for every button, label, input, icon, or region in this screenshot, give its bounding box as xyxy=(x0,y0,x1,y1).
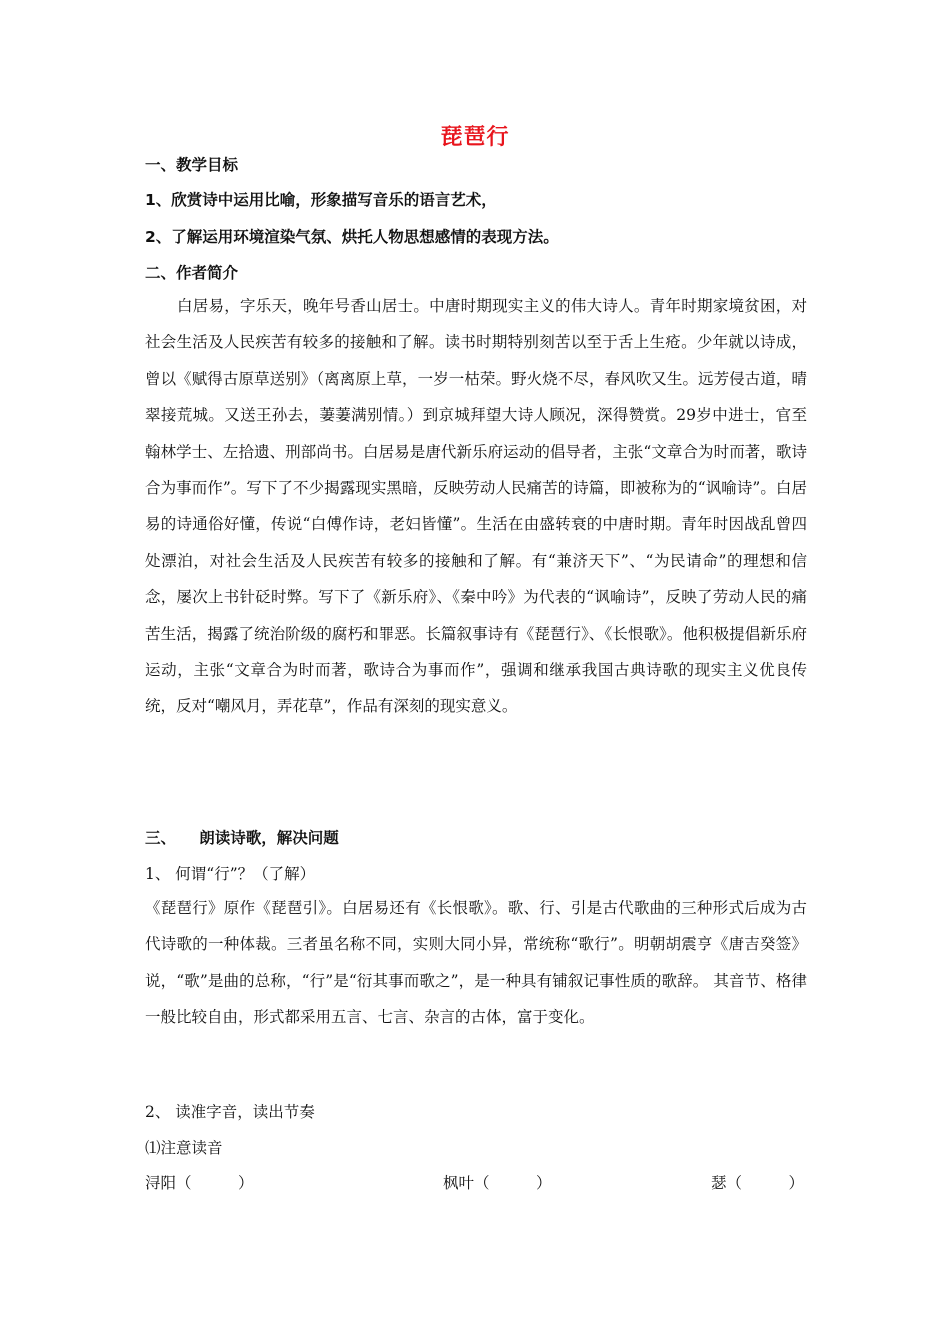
question-1: 1、 何谓“行”？（了解） xyxy=(145,865,316,883)
question-2: 2、 读准字音，读出节奏 xyxy=(145,1103,315,1121)
goal-item-1: 1、欣赏诗中运用比喻，形象描写音乐的语言艺术， xyxy=(145,191,497,209)
section-heading-goals: 一、教学目标 xyxy=(145,156,239,174)
section-heading-reading: 三、 朗读诗歌，解决问题 xyxy=(145,829,339,847)
pronunciation-item-xunyang: 浔阳（ ） xyxy=(145,1174,254,1192)
pronunciation-note: ⑴注意读音 xyxy=(145,1139,223,1157)
pronunciation-item-se: 瑟（ ） xyxy=(711,1174,805,1192)
author-bio-paragraph: 白居易，字乐天，晚年号香山居士。中唐时期现实主义的伟大诗人。青年时期家境贫困，对社会生活及人民疾苦有较多的接触和了解。读书时期特别刻苦以至于舌上生疮。少年就以诗成，曾以《赋得古原草送别》（离离原上草，一岁一枯荣。野火烧不尽，春风吹又生。远芳侵古道，晴翠接荒城。又送王孙去，萋萋满别情。）到京城拜望大诗人顾况，深得赞赏。29岁中进士，官至翰林学士、左拾遗、刑部尚书。白居易是唐代新乐府运动的倡导者，主张“文章合为时而著，歌诗合为事而作”。写下了不少揭露现实黑暗，反映劳动人民痛苦的诗篇，即被称为的“讽喻诗”。白居易的诗通俗好懂，传说“白傅作诗，老妇皆懂”。生活在由盛转衰的中唐时期。青年时因战乱曾四处漂泊，对社会生活及人民疾苦有较多的接触和了解。有“兼济天下”、“为民请命”的理想和信念，屡次上书针砭时弊。写下了《新乐府》、《秦中吟》为代表的“讽喻诗”，反映了劳动人民的痛苦生活，揭露了统治阶级的腐朽和罪恶。长篇叙事诗有《琵琶行》、《长恨歌》。他积极提倡新乐府运动，主张“文章合为时而著，歌诗合为事而作”，强调和继承我国古典诗歌的现实主义优良传统，反对“嘲风月，弄花草”，作品有深刻的现实意义。 xyxy=(145,297,807,716)
document-title: 琵琶行 xyxy=(440,125,510,150)
xing-explanation-paragraph: 《琵琶行》原作《琵琶引》。白居易还有《长恨歌》。歌、行、引是古代歌曲的三种形式后成为古代诗歌的一种体裁。三者虽名称不同，实则大同小异，常统称“歌行”。明朝胡震亨《唐吉癸签》说，“歌”是曲的总称，“行”是“衍其事而歌之”，是一种具有铺叙记事性质的歌辞。 其音节、格律一般比较自由，形式都采用五言、七言、杂言的古体，富于变化。 xyxy=(145,899,807,1027)
goal-item-2: 2、了解运用环境渲染气氛、烘托人物思想感情的表现方法。 xyxy=(145,228,559,246)
section-heading-author: 二、作者简介 xyxy=(145,264,239,282)
pronunciation-item-fengye: 枫叶（ ） xyxy=(443,1174,552,1192)
